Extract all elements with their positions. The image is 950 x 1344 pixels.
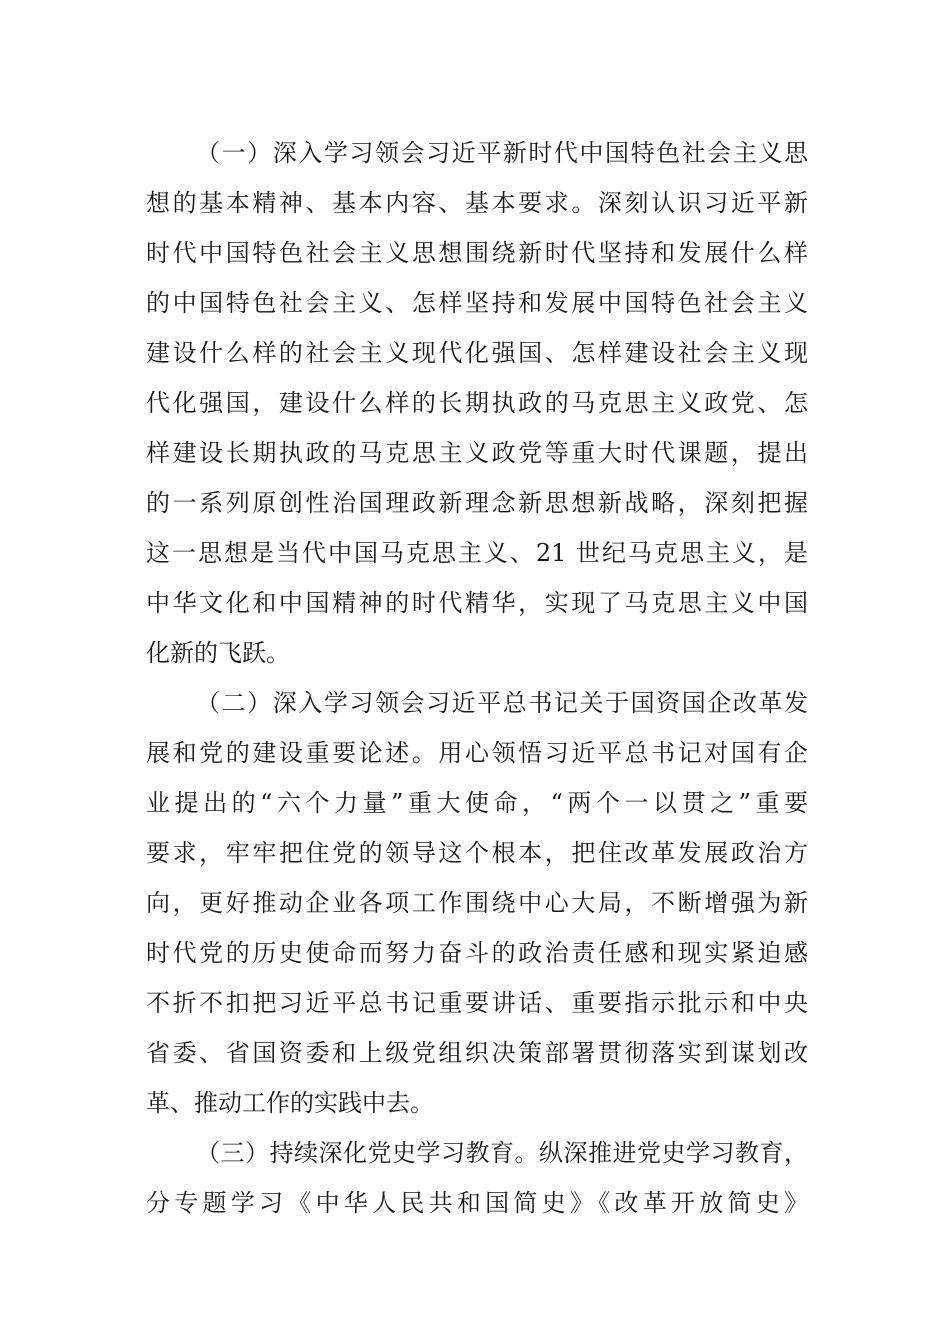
text-line: （二）深入学习领会习近平总书记关于国资国企改革发 (196, 689, 808, 717)
text-line: 革、推动工作的实践中去。 (146, 1089, 434, 1117)
text-line: 建设什么样的社会主义现代化强国、怎样建设社会主义现 (146, 339, 808, 367)
text-line: 不折不扣把习近平总书记重要讲话、重要指示批示和中央 (146, 989, 808, 1017)
text-line: （一）深入学习领会习近平新时代中国特色社会主义思 (196, 139, 808, 167)
text-line: 的一系列原创性治国理政新理念新思想新战略，深刻把握 (146, 489, 808, 517)
text-line: 省委、省国资委和上级党组织决策部署贯彻落实到谋划改 (146, 1039, 808, 1067)
text-line: 业提出的“六个力量”重大使命，“两个一以贯之”重要 (146, 789, 808, 817)
document-body (146, 128, 808, 1228)
text-line: 要求，牢牢把住党的领导这个根本，把住改革发展政治方 (146, 839, 808, 867)
text-line: 展和党的建设重要论述。用心领悟习近平总书记对国有企 (146, 739, 808, 767)
paragraph-3 (146, 1128, 808, 1228)
text-line: 时代党的历史使命而努力奋斗的政治责任感和现实紧迫感 (146, 939, 808, 967)
text-line: （三）持续深化党史学习教育。纵深推进党史学习教育， (196, 1139, 808, 1167)
text-line: 这一思想是当代中国马克思主义、21 世纪马克思主义，是 (146, 539, 808, 567)
text-line: 想的基本精神、基本内容、基本要求。深刻认识习近平新 (146, 189, 808, 217)
paragraph-1 (146, 128, 808, 678)
text-line: 时代中国特色社会主义思想围绕新时代坚持和发展什么样 (146, 239, 808, 267)
text-line: 的中国特色社会主义、怎样坚持和发展中国特色社会主义 (146, 289, 808, 317)
paragraph-2 (146, 678, 808, 1128)
text-line: 化新的飞跃。 (146, 639, 290, 667)
text-line: 代化强国，建设什么样的长期执政的马克思主义政党、怎 (146, 389, 808, 417)
text-line: 中华文化和中国精神的时代精华，实现了马克思主义中国 (146, 589, 808, 617)
text-line: 向，更好推动企业各项工作围绕中心大局，不断增强为新 (146, 889, 808, 917)
text-line: 样建设长期执政的马克思主义政党等重大时代课题，提出 (146, 439, 808, 467)
text-line: 分专题学习《中华人民共和国简史》《改革开放简史》 (146, 1189, 808, 1217)
